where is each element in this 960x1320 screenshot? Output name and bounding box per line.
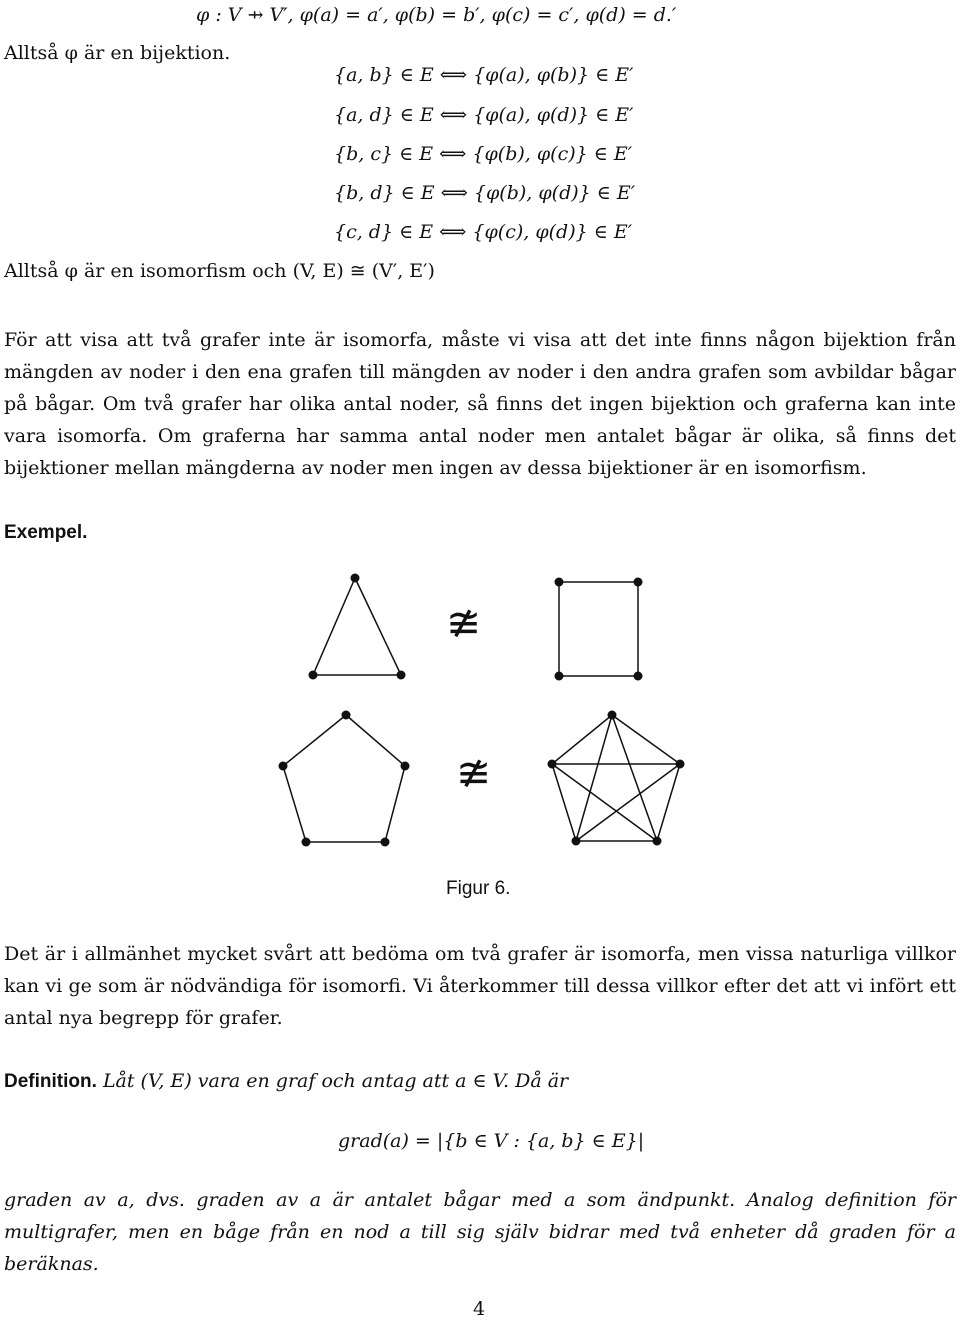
paragraph-degree-definition: graden av a, dvs. graden av a är antalet bågar med a som ändpunkt. Analog definition för multigrafer, men en båge från en nod a till sig själv bidrar med två enheter då graden för a beräknas. <box>4 1189 956 1275</box>
equivalence-line: {c, d} ∈ E ⟺ {φ(c), φ(d)} ∈ E′ <box>334 221 633 243</box>
degree-formula: grad(a) = |{b ∈ V : {a, b} ∈ E}| <box>338 1130 645 1152</box>
not-isomorphic-symbol: ≇ <box>446 598 482 647</box>
paragraph-isomorphism-difficulty: Det är i allmänhet mycket svårt att bedöma om två grafer är isomorfa, men vissa naturliga villkor kan vi ge som är nödvändiga för isomorfi. Vi återkommer till dessa villkor efter det att vi infört ett antal nya begrepp för grafer. <box>4 943 956 1029</box>
graph-node <box>676 760 685 769</box>
definition-label: Definition. <box>4 1071 97 1092</box>
graph-node <box>548 760 557 769</box>
equivalence-line: {a, d} ∈ E ⟺ {φ(a), φ(d)} ∈ E′ <box>334 104 634 126</box>
bijection-statement: Alltså φ är en bijektion. <box>4 42 231 64</box>
isomorphism-statement: Alltså φ är en isomorfism och (V, E) ≅ (V′, E′) <box>4 260 435 282</box>
definition-line <box>4 1070 568 1093</box>
example-heading: Exempel. <box>4 522 88 543</box>
equivalence-line: {b, c} ∈ E ⟺ {φ(b), φ(c)} ∈ E′ <box>334 143 633 165</box>
definition-text: Låt (V, E) vara en graf och antag att a ∈ V. Då är <box>102 1070 569 1092</box>
graph-node <box>572 837 581 846</box>
page-number: 4 <box>473 1298 486 1320</box>
equivalence-line: {b, d} ∈ E ⟺ {φ(b), φ(d)} ∈ E′ <box>334 182 636 204</box>
paragraph-non-isomorphic: För att visa att två grafer inte är isomorfa, måste vi visa att det inte finns någon bijektion från mängden av noder i den ena grafen till mängden av noder i den andra grafen som avbildar bågar på bågar. Om två grafer har olika antal noder, så finns det ingen bijektion och graferna kan inte vara isomorfa. Om graferna har samma antal noder men antalet bågar är olika, så finns det bijektioner mellan mängderna av noder men ingen av dessa bijektioner är en isomorfism. <box>4 329 956 479</box>
graph-node <box>608 711 617 720</box>
equivalence-line: {a, b} ∈ E ⟺ {φ(a), φ(b)} ∈ E′ <box>334 64 634 86</box>
graph-node <box>653 837 662 846</box>
figure-caption: Figur 6. <box>446 878 511 899</box>
k5-edges <box>552 715 680 841</box>
mapping-definition: φ : V ⇸ V′, φ(a) = a′, φ(b) = b′, φ(c) = c′, φ(d) = d.′ <box>196 4 677 26</box>
not-isomorphic-symbol: ≇ <box>456 748 492 797</box>
